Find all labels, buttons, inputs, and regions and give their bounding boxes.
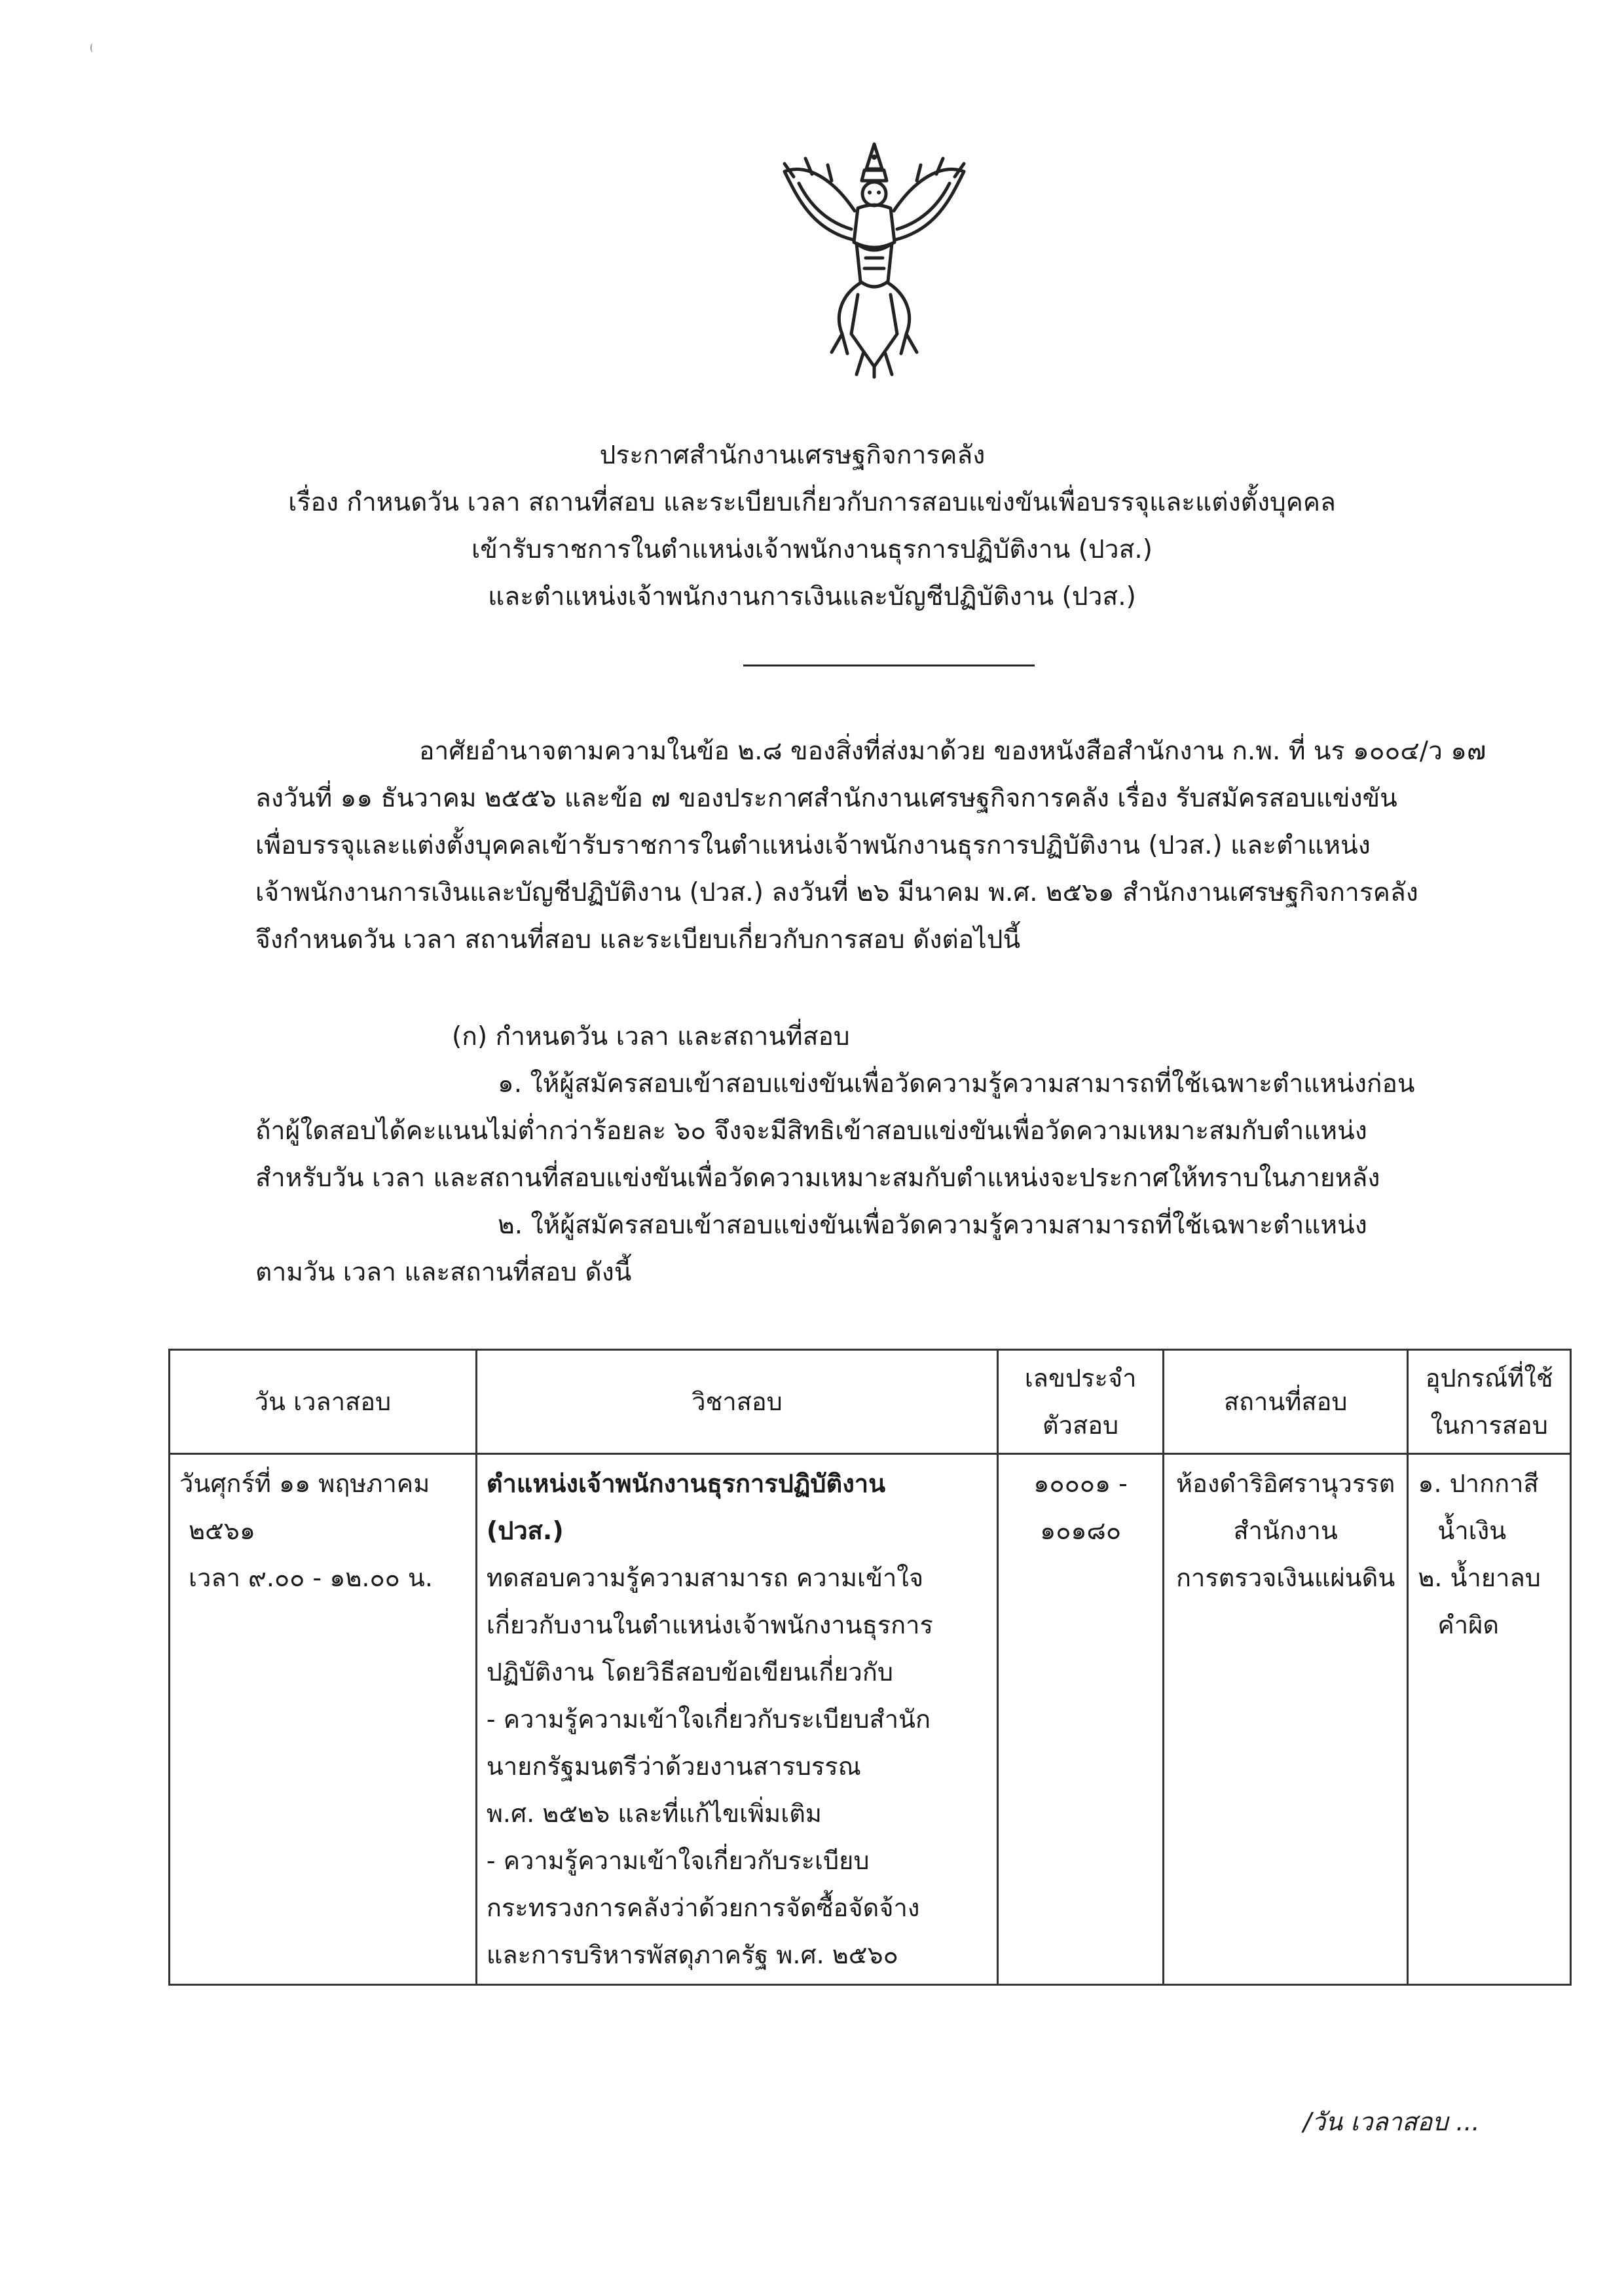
subject-line: เรื่อง กำหนดวัน เวลา สถานที่สอบ และระเบียบเกี่ยวกับการสอบแข่งขันเพื่อบรรจุและแต่งตั้งบุคคล bbox=[288, 488, 1336, 517]
subject-body-line: - ความรู้ความเข้าใจเกี่ยวกับระเบียบ bbox=[486, 1846, 870, 1875]
subject-body-line: กระทรวงการคลังว่าด้วยการจัดซื้อจัดจ้าง bbox=[486, 1893, 920, 1922]
announcement-title bbox=[170, 432, 1454, 621]
intro-paragraph bbox=[255, 728, 1500, 964]
intro-line: ลงวันที่ ๑๑ ธันวาคม ๒๕๕๖ และข้อ ๗ ของประกาศสำนักงานเศรษฐกิจการคลัง เรื่อง รับสมัครสอบแข่งขัน bbox=[255, 784, 1397, 813]
header-exam-id-l2: ตัวสอบ bbox=[1043, 1411, 1119, 1440]
equipment-line: ๑. ปากกาสี bbox=[1418, 1469, 1539, 1498]
subject-body-line: พ.ศ. ๒๕๒๖ และที่แก้ไขเพิ่มเติม bbox=[486, 1799, 822, 1828]
exam-id-line: ๑๐๑๘๐ bbox=[1040, 1516, 1122, 1545]
item-1-line: ๑. ให้ผู้สมัครสอบเข้าสอบแข่งขันเพื่อวัดความรู้ความสามารถที่ใช้เฉพาะตำแหน่งก่อน bbox=[498, 1069, 1415, 1099]
equipment-line: น้ำเงิน bbox=[1437, 1516, 1507, 1545]
date-line: ๒๕๖๑ bbox=[189, 1516, 256, 1545]
subject-body-line: - ความรู้ความเข้าใจเกี่ยวกับระเบียบสำนัก bbox=[486, 1705, 931, 1734]
issuer-line: ประกาศสำนักงานเศรษฐกิจการคลัง bbox=[599, 441, 986, 470]
table-header-row bbox=[170, 1350, 1571, 1454]
section-a-item-1 bbox=[255, 1061, 1500, 1202]
continuation-note: /วัน เวลาสอบ ... bbox=[1303, 2107, 1480, 2136]
item-1-line: สำหรับวัน เวลา และสถานที่สอบแข่งขันเพื่อวัดความเหมาะสมกับตำแหน่งจะประกาศให้ทราบในภายหลัง bbox=[255, 1163, 1380, 1193]
cell-equipment bbox=[1408, 1454, 1571, 1985]
section-a-heading: (ก) กำหนดวัน เวลา และสถานที่สอบ bbox=[452, 1022, 850, 1051]
cell-date bbox=[170, 1454, 477, 1985]
equipment-line: ๒. น้ำยาลบ bbox=[1418, 1563, 1541, 1592]
header-exam-id-l1: เลขประจำ bbox=[1024, 1364, 1137, 1393]
header-exam-id bbox=[998, 1350, 1164, 1454]
date-line: วันศุกร์ที่ ๑๑ พฤษภาคม bbox=[179, 1469, 430, 1498]
title-divider bbox=[743, 665, 1035, 666]
header-equipment bbox=[1408, 1350, 1571, 1454]
scan-speck bbox=[90, 43, 96, 52]
cell-exam-id bbox=[998, 1454, 1164, 1985]
exam-id-line: ๑๐๐๐๑ - bbox=[1033, 1469, 1128, 1498]
place-line: การตรวจเงินแผ่นดิน bbox=[1175, 1563, 1395, 1592]
intro-line: อาศัยอำนาจตามความในข้อ ๒.๘ ของสิ่งที่ส่งมาด้วย ของหนังสือสำนักงาน ก.พ. ที่ นร ๑๐๐๔/ว ๑๗ bbox=[419, 737, 1486, 766]
exam-schedule-table bbox=[168, 1349, 1572, 1986]
cell-place bbox=[1164, 1454, 1408, 1985]
title-line-3: เข้ารับราชการในตำแหน่งเจ้าพนักงานธุรการปฏิบัติงาน (ปวส.) bbox=[471, 535, 1153, 564]
header-subject: วิชาสอบ bbox=[476, 1350, 997, 1454]
subject-body-line: ปฏิบัติงาน โดยวิธีสอบข้อเขียนเกี่ยวกับ bbox=[486, 1658, 893, 1686]
subject-title-line: (ปวส.) bbox=[486, 1516, 564, 1545]
subject-body-line: เกี่ยวกับงานในตำแหน่งเจ้าพนักงานธุรการ bbox=[486, 1611, 933, 1639]
place-line: สำนักงาน bbox=[1233, 1516, 1338, 1545]
date-line: เวลา ๙.๐๐ - ๑๒.๐๐ น. bbox=[189, 1563, 433, 1592]
item-1-line: ถ้าผู้ใดสอบได้คะแนนไม่ต่ำกว่าร้อยละ ๖๐ จึงจะมีสิทธิเข้าสอบแข่งขันเพื่อวัดความเหมาะสมกับตำแหน่ง bbox=[255, 1116, 1367, 1146]
item-2-line: ตามวัน เวลา และสถานที่สอบ ดังนี้ bbox=[255, 1258, 632, 1287]
header-place: สถานที่สอบ bbox=[1164, 1350, 1408, 1454]
subject-body-line: นายกรัฐมนตรีว่าด้วยงานสารบรรณ bbox=[486, 1752, 861, 1781]
equipment-line: คำผิด bbox=[1437, 1611, 1500, 1639]
intro-line: จึงกำหนดวัน เวลา สถานที่สอบ และระเบียบเกี่ยวกับการสอบ ดังต่อไปนี้ bbox=[255, 925, 1021, 955]
intro-line: เจ้าพนักงานการเงินและบัญชีปฏิบัติงาน (ปวส.) ลงวันที่ ๒๖ มีนาคม พ.ศ. ๒๕๖๑ สำนักงานเศรษฐกิจการคลัง bbox=[255, 878, 1418, 907]
intro-line: เพื่อบรรจุและแต่งตั้งบุคคลเข้ารับราชการในตำแหน่งเจ้าพนักงานธุรการปฏิบัติงาน (ปวส.) และตำแหน่ง bbox=[255, 831, 1371, 860]
header-equipment-l2: ในการสอบ bbox=[1430, 1411, 1548, 1440]
subject-body-line: และการบริหารพัสดุภาครัฐ พ.ศ. ๒๕๖๐ bbox=[486, 1941, 898, 1969]
header-equipment-l1: อุปกรณ์ที่ใช้ bbox=[1425, 1364, 1553, 1393]
subject-title-line: ตำแหน่งเจ้าพนักงานธุรการปฏิบัติงาน bbox=[486, 1469, 886, 1498]
place-line: ห้องดำริอิศรานุวรรต bbox=[1175, 1469, 1395, 1498]
section-a-item-2 bbox=[255, 1202, 1500, 1296]
item-2-line: ๒. ให้ผู้สมัครสอบเข้าสอบแข่งขันเพื่อวัดความรู้ความสามารถที่ใช้เฉพาะตำแหน่ง bbox=[498, 1211, 1367, 1240]
header-date: วัน เวลาสอบ bbox=[170, 1350, 477, 1454]
table-row bbox=[170, 1454, 1571, 1985]
subject-body-line: ทดสอบความรู้ความสามารถ ความเข้าใจ bbox=[486, 1563, 924, 1592]
cell-subject bbox=[476, 1454, 997, 1985]
garuda-emblem-icon bbox=[779, 137, 969, 380]
title-line-4: และตำแหน่งเจ้าพนักงานการเงินและบัญชีปฏิบัติงาน (ปวส.) bbox=[488, 582, 1136, 611]
